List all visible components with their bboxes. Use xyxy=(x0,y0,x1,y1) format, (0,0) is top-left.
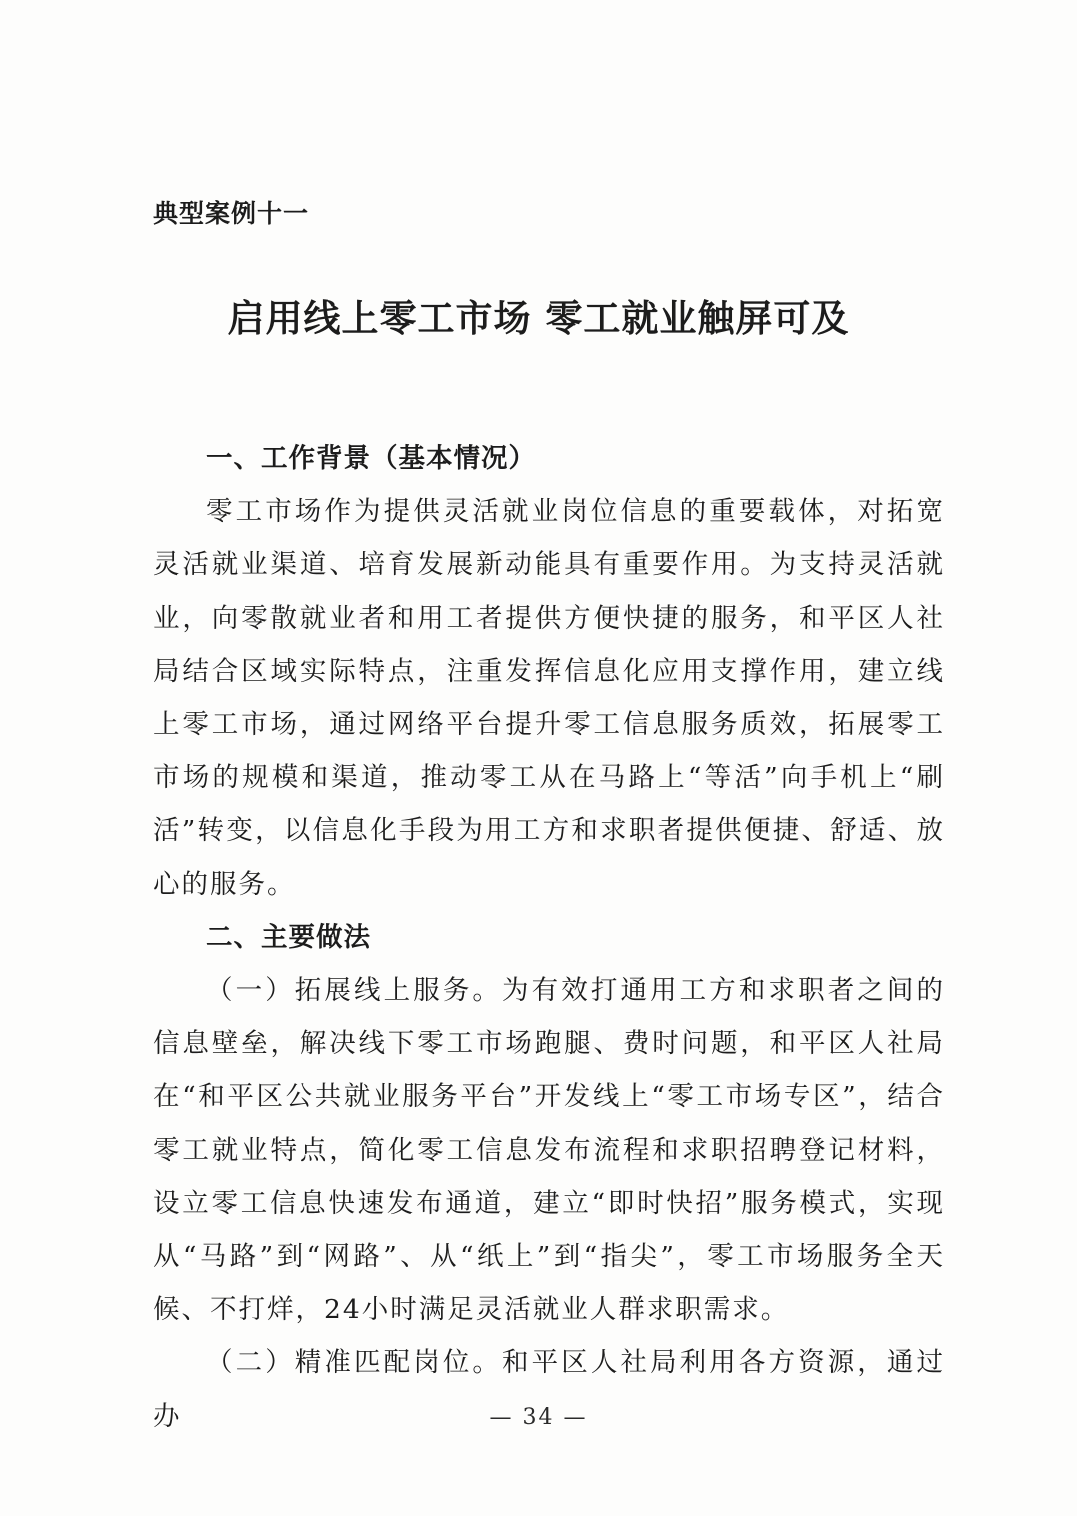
subheading-job-matching: （二）精准匹配岗位。 xyxy=(206,1347,503,1379)
page-number: — 34 — xyxy=(489,1405,588,1430)
paragraph-online-services-text: 为有效打通用工方和求职者之间的信息壁垒，解决线下零工市场跑腿、费时问题，和平区人社局在“和平区公共就业服务平台”开发线上“零工市场专区”，结合零工就业特点，简化零工信息发布流程和求职招聘登记材料，设立零工信息快速发布通道，建立“即时快招”服务模式，实现从“马路”到“网路”、从“纸上”到“指尖”，零工市场服务全天候、不打烊，24小时满足灵活就业人群求职需求。 xyxy=(153,975,946,1326)
section-heading-methods: 二、主要做法 xyxy=(206,921,371,953)
section-heading-background: 一、工作背景（基本情况） xyxy=(206,443,536,474)
paragraph-job-matching-text: 和平区人社局利用各方资源，通过办 xyxy=(153,1347,946,1432)
paragraph-online-services xyxy=(153,964,945,1336)
case-label: 典型案例十一 xyxy=(153,199,310,228)
document-title: 启用线上零工市场 零工就业触屏可及 xyxy=(227,296,850,340)
document-body xyxy=(153,432,945,1443)
paragraph-background: 零工市场作为提供灵活就业岗位信息的重要载体，对拓宽灵活就业渠道、培育发展新动能具有重要作用。为支持灵活就业，向零散就业者和用工者提供方便快捷的服务，和平区人社局结合区域实际特点，注重发挥信息化应用支撑作用，建立线上零工市场，通过网络平台提升零工信息服务质效，拓展零工市场的规模和渠道，推动零工从在马路上“等活”向手机上“刷活”转变，以信息化手段为用工方和求职者提供便捷、舒适、放心的服务。 xyxy=(153,496,945,900)
subheading-online-services: （一）拓展线上服务。 xyxy=(206,975,503,1007)
